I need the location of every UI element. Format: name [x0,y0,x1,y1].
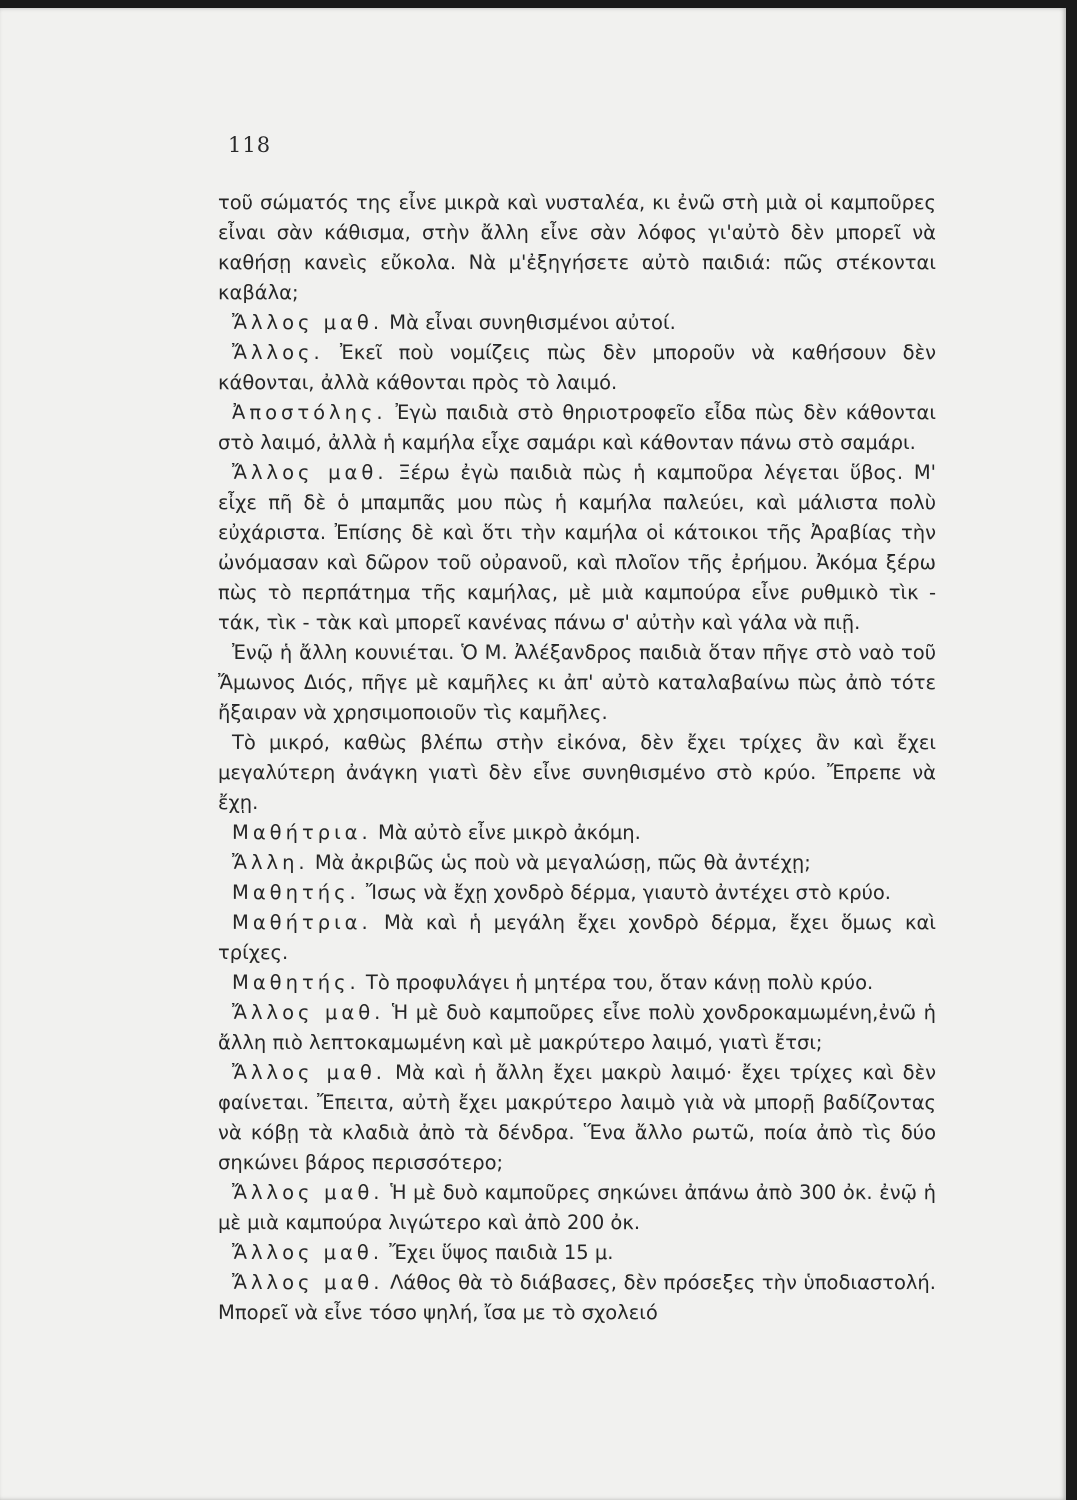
dialogue-text: Λάθος θὰ τὸ διάβασες, δὲν πρόσεξες τὴν ὑποδιαστολή. Μπορεῖ νὰ εἶνε τόσο ψηλή, ἴσα με τὸ σχολειό [218,1271,936,1324]
dialogue-text: Μὰ καὶ ἡ μεγάλη ἔχει χονδρὸ δέρμα, ἔχει ὅμως καὶ τρίχες. [218,911,936,964]
dialogue-text: Τὸ προφυλάγει ἡ μητέρα του, ὅταν κάνῃ πολὺ κρύο. [365,971,874,994]
dialogue-text: Ἐκεῖ ποὺ νομίζεις πὼς δὲν μποροῦν νὰ καθήσουν δὲν κάθονται, ἀλλὰ κάθονται πρὸς τὸ λαιμό. [218,341,936,394]
dialogue-text: Ἔχει ὕψος παιδιὰ 15 μ. [389,1241,614,1264]
speaker-name: Ἄλλος μαθ. [232,1181,384,1204]
dialogue-text: Μὰ καὶ ἡ ἄλλη ἔχει μακρὺ λαιμό· ἔχει τρίχες καὶ δὲν φαίνεται. Ἔπειτα, αὐτὴ ἔχει μακρύτερο λαιμὸ γιὰ νὰ μπορῇ βαδίζοντας νὰ κόβῃ τὰ κλαδιὰ ἀπὸ τὰ δένδρα. Ἕνα ἄλλο ρωτῶ, ποία ἀπὸ τὶς δύο σηκώνει βάρος περισσότερο; [218,1061,936,1174]
dialogue-text: Μὰ αὐτὸ εἶνε μικρὸ ἀκόμη. [377,821,641,844]
dialogue-line [218,1238,936,1268]
dialogue-text: Ἐγὼ παιδιὰ στὸ θηριοτροφεῖο εἶδα πὼς δὲν κάθονται στὸ λαιμό, ἀλλὰ ἡ καμήλα εἶχε σαμάρι καὶ κάθονταν πάνω στὸ σαμάρι. [218,401,937,454]
dialogue-line [218,878,936,908]
speaker-name: Μαθητής. [232,971,360,994]
dialogue-line [218,908,936,968]
page-number: 118 [228,133,272,157]
dialogue-line [218,398,936,458]
speaker-name: Ἄλλος. [232,341,324,364]
book-page [0,8,1066,1500]
dialogue-text: Μὰ ἀκριβῶς ὡς ποὺ νὰ μεγαλώσῃ, πῶς θὰ ἀντέχῃ; [314,851,811,874]
speaker-name: Ἄλλος μαθ. [232,1061,386,1084]
paragraph-text: Ἐνῷ ἡ ἄλλη κουνιέται. Ὁ Μ. Ἀλέξανδρος παιδιὰ ὅταν πῆγε στὸ ναὸ τοῦ Ἄμωνος Διός, πῆγε μὲ καμῆλες κι ἀπ' αὐτὸ καταλαβαίνω πὼς ἀπὸ τότε ἤξαιραν νὰ χρησιμοποιοῦν τὶς καμῆλες. [218,641,936,724]
dialogue-line [218,848,936,878]
speaker-name: Μαθητής. [232,881,360,904]
dialogue-line [218,968,936,998]
speaker-name: Ἄλλος μαθ. [232,461,388,484]
dialogue-text: Ξέρω ἐγὼ παιδιὰ πὼς ἡ καμποῦρα λέγεται ὕβος. Μ' εἶχε πῆ δὲ ὁ μπαμπᾶς μου πὼς ἡ καμήλα παλεύει, καὶ μάλιστα πολὺ εὐχάριστα. Ἐπίσης δὲ καὶ ὅτι τὴν καμήλα οἱ κάτοικοι τῆς Ἀραβίας τὴν ὠνόμασαν καὶ δῶρον τοῦ οὐρανοῦ, καὶ πλοῖον τῆς ἐρήμου. Ἀκόμα ξέρω πὼς τὸ περπάτημα τῆς καμήλας, μὲ μιὰ καμπούρα εἶνε ρυθμικὸ τὶκ - τάκ, τὶκ - τὰκ καὶ μπορεῖ κανένας πάνω σ' αὐτὴν καὶ γάλα νὰ πιῇ. [218,461,937,634]
paragraph [218,728,936,818]
dialogue-line [218,1178,936,1238]
dialogue-text: Ἴσως νὰ ἔχῃ χονδρὸ δέρμα, γιαυτὸ ἀντέχει στὸ κρύο. [365,881,891,904]
speaker-name: Ἄλλος μαθ. [232,1241,384,1264]
speaker-name: Μαθήτρια. [232,821,372,844]
paragraph-text: τοῦ σώματός της εἶνε μικρὰ καὶ νυσταλέα, κι ἐνῶ στὴ μιὰ οἱ καμποῦρες εἶναι σὰν κάθισμα, στὴν ἄλλη εἶνε σὰν λόφος γι'αὐτὸ δὲν μπορεῖ νὰ καθήσῃ κανεὶς εὔκολα. Νὰ μ'ἐξηγήσετε αὐτὸ παιδιά: πῶς στέκονται καβάλα; [218,191,936,304]
speaker-name: Ἄλλος μαθ. [232,1271,384,1294]
dialogue-text: Ἡ μὲ δυὸ καμποῦρες σηκώνει ἀπάνω ἀπὸ 300 ὀκ. ἐνῷ ἡ μὲ μιὰ καμπούρα λιγώτερο καὶ ἀπὸ 200 ὀκ. [218,1181,936,1234]
dialogue-line [218,818,936,848]
speaker-name: Ἀποστόλης. [232,401,387,424]
page-body-text [218,188,936,1328]
dialogue-line [218,1058,936,1178]
speaker-name: Ἄλλη. [232,851,309,874]
paragraph [218,188,936,308]
dialogue-line [218,1268,936,1328]
speaker-name: Ἄλλος μαθ. [232,1001,385,1024]
paragraph-text: Τὸ μικρό, καθὼς βλέπω στὴν εἰκόνα, δὲν ἔχει τρίχες ἂν καὶ ἔχει μεγαλύτερη ἀνάγκη γιατὶ δὲν εἶνε συνηθισμένο στὸ κρύο. Ἔπρεπε νὰ ἔχῃ. [218,731,936,814]
dialogue-line [218,308,936,338]
dialogue-line [218,458,936,638]
speaker-name: Μαθήτρια. [232,911,372,934]
dialogue-line [218,338,936,398]
dialogue-text: Μὰ εἶναι συνηθισμένοι αὐτοί. [389,311,676,334]
dialogue-line [218,998,936,1058]
dialogue-text: Ἡ μὲ δυὸ καμποῦρες εἶνε πολὺ χονδροκαμωμένη,ἐνῶ ἡ ἄλλη πιὸ λεπτοκαμωμένη καὶ μὲ μακρύτερο λαιμό, γιατὶ ἔτσι; [218,1001,936,1054]
paragraph [218,638,936,728]
speaker-name: Ἄλλος μαθ. [232,311,384,334]
